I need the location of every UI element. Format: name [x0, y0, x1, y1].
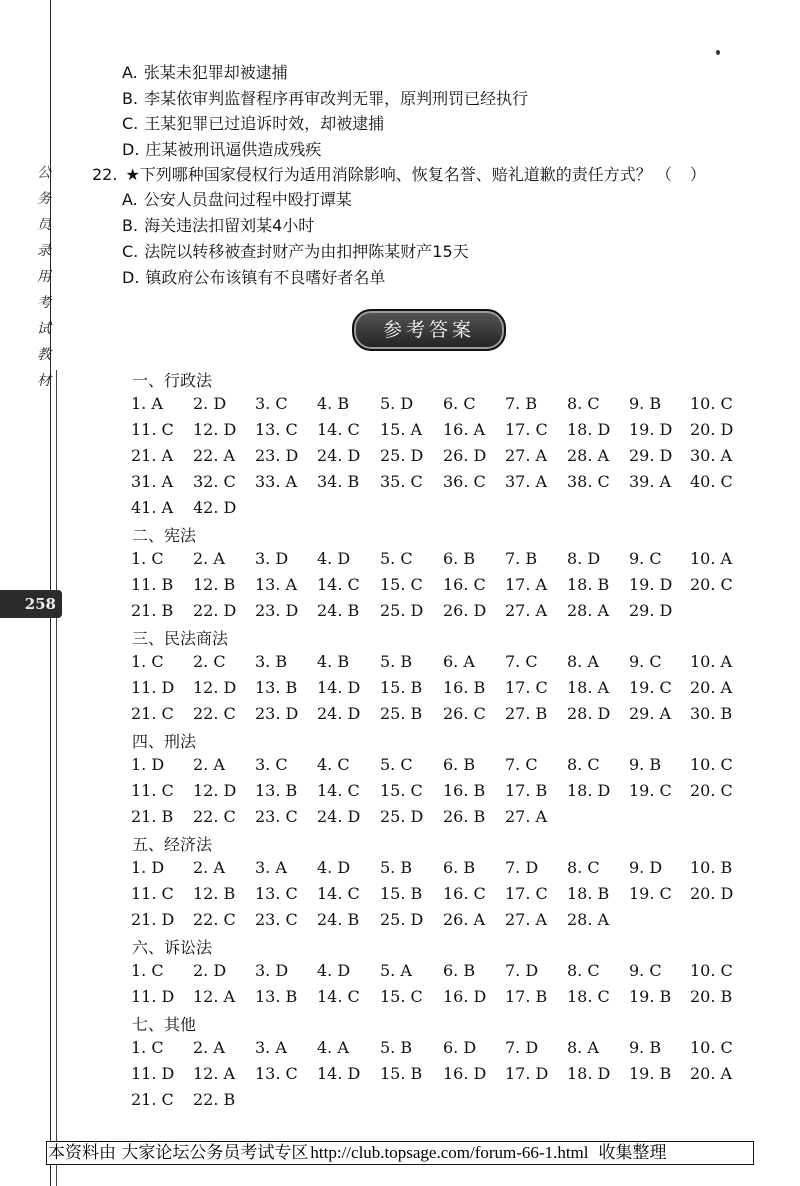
answer-item: 1. D: [131, 755, 165, 774]
answer-item: 42. D: [193, 498, 237, 517]
option-text: 镇政府公布该镇有不良嗜好者名单: [145, 268, 386, 287]
answer-item: 9. C: [629, 652, 662, 671]
answer-item: 28. A: [567, 910, 610, 929]
answer-item: 26. B: [443, 807, 486, 826]
answer-item: 13. A: [255, 575, 298, 594]
answer-item: 13. C: [255, 420, 298, 439]
answer-item: 20. D: [690, 420, 734, 439]
answer-item: 33. A: [255, 472, 298, 491]
option-letter: B.: [122, 89, 139, 108]
answer-item: 2. D: [193, 961, 227, 980]
answer-item: 28. A: [567, 601, 610, 620]
answer-item: 7. D: [505, 961, 539, 980]
answer-row: [131, 575, 751, 597]
answer-row: [131, 601, 751, 623]
footer: [48, 1141, 667, 1165]
option-letter: D.: [122, 268, 140, 287]
answer-item: 35. C: [380, 472, 423, 491]
answer-item: 23. D: [255, 446, 299, 465]
answer-item: 10. B: [690, 858, 733, 877]
answer-item: 18. B: [567, 575, 610, 594]
answer-item: 25. D: [380, 446, 424, 465]
answer-item: 5. B: [380, 652, 413, 671]
answer-item: 12. D: [193, 678, 237, 697]
answer-item: 14. C: [317, 781, 360, 800]
answer-item: 36. C: [443, 472, 486, 491]
answer-row: [131, 781, 751, 803]
answer-item: 9. B: [629, 1038, 662, 1057]
answer-item: 13. B: [255, 678, 298, 697]
answer-item: 32. C: [193, 472, 236, 491]
answer-item: 18. D: [567, 420, 611, 439]
answer-item: 1. A: [131, 394, 163, 413]
answer-item: 17. B: [505, 781, 548, 800]
section-title: 六、诉讼法: [132, 938, 213, 957]
answer-row: [131, 987, 751, 1009]
answer-item: 3. D: [255, 961, 289, 980]
section-title: 三、民法商法: [132, 629, 229, 648]
option-item: [122, 60, 288, 83]
answer-item: 7. C: [505, 652, 538, 671]
answer-row: [131, 884, 751, 906]
option-item: [122, 111, 384, 134]
answer-row: [131, 394, 751, 416]
answer-item: 16. B: [443, 781, 486, 800]
answer-item: 24. D: [317, 807, 361, 826]
answer-item: 16. B: [443, 678, 486, 697]
answer-row: [131, 807, 751, 829]
answer-item: 26. D: [443, 446, 487, 465]
answer-item: 11. C: [131, 884, 174, 903]
answer-item: 21. C: [131, 1090, 174, 1109]
answer-item: 20. B: [690, 987, 733, 1006]
answer-row: [131, 420, 751, 442]
answer-item: 2. A: [193, 549, 225, 568]
answer-item: 34. B: [317, 472, 360, 491]
answer-item: 28. A: [567, 446, 610, 465]
answer-item: 12. A: [193, 1064, 236, 1083]
answer-item: 23. C: [255, 807, 298, 826]
answer-item: 5. B: [380, 1038, 413, 1057]
answer-item: 5. C: [380, 755, 413, 774]
section-title: 七、其他: [132, 1015, 197, 1034]
answer-item: 19. C: [629, 781, 672, 800]
answer-item: 2. A: [193, 755, 225, 774]
answer-item: 17. B: [505, 987, 548, 1006]
answer-item: 21. B: [131, 807, 174, 826]
side-label-char: 员: [37, 217, 51, 233]
answer-item: 10. C: [690, 1038, 733, 1057]
answers-heading: 参考答案: [352, 309, 506, 351]
answer-item: 26. D: [443, 601, 487, 620]
footer-link[interactable]: http://club.topsage.com/forum-66-1.html: [310, 1143, 589, 1162]
answer-item: 1. C: [131, 961, 164, 980]
side-label-char: 材: [37, 373, 51, 389]
answer-item: 1. D: [131, 858, 165, 877]
side-label-char: 试: [37, 321, 51, 337]
answer-item: 27. A: [505, 446, 548, 465]
answer-item: 3. B: [255, 652, 288, 671]
answer-item: 15. B: [380, 1064, 423, 1083]
option-text: 王某犯罪已过追诉时效，却被逮捕: [144, 114, 385, 133]
answer-item: 8. C: [567, 755, 600, 774]
answer-item: 1. C: [131, 549, 164, 568]
answer-item: 8. C: [567, 961, 600, 980]
answer-item: 16. C: [443, 884, 486, 903]
answer-item: 4. A: [317, 1038, 349, 1057]
answer-item: 30. B: [690, 704, 733, 723]
answer-item: 10. C: [690, 394, 733, 413]
option-letter: A.: [122, 63, 138, 82]
answer-item: 10. C: [690, 755, 733, 774]
answer-item: 23. C: [255, 910, 298, 929]
side-label-char: 用: [37, 269, 51, 285]
footer-suffix: 收集整理: [598, 1143, 667, 1163]
answer-item: 8. A: [567, 652, 599, 671]
answer-item: 31. A: [131, 472, 174, 491]
option-letter: D.: [122, 140, 140, 159]
answer-item: 14. D: [317, 678, 361, 697]
answer-item: 28. D: [567, 704, 611, 723]
answer-item: 19. D: [629, 420, 673, 439]
answer-item: 22. B: [193, 1090, 236, 1109]
answer-item: 29. D: [629, 601, 673, 620]
answer-row: [131, 704, 751, 726]
question-22: [92, 162, 724, 185]
answer-item: 17. C: [505, 884, 548, 903]
answer-item: 21. C: [131, 704, 174, 723]
answer-item: 27. A: [505, 910, 548, 929]
answer-item: 10. C: [690, 961, 733, 980]
answer-item: 15. A: [380, 420, 423, 439]
answer-item: 22. A: [193, 446, 236, 465]
answer-item: 1. C: [131, 652, 164, 671]
answer-item: 8. D: [567, 549, 601, 568]
answer-item: 20. A: [690, 1064, 733, 1083]
side-label-char: 录: [37, 243, 51, 259]
answer-row: [131, 446, 751, 468]
answer-item: 10. A: [690, 652, 733, 671]
option-text: 李某依审判监督程序再审改判无罪，原判刑罚已经执行: [144, 89, 529, 108]
option-item: [122, 213, 314, 236]
option-text: 海关违法扣留刘某4小时: [144, 216, 315, 235]
answer-item: 13. B: [255, 781, 298, 800]
answer-item: 18. C: [567, 987, 610, 1006]
answer-item: 14. C: [317, 575, 360, 594]
option-item: [122, 137, 321, 160]
answer-item: 27. A: [505, 601, 548, 620]
answer-item: 19. B: [629, 987, 672, 1006]
answer-item: 29. D: [629, 446, 673, 465]
option-letter: B.: [122, 216, 139, 235]
answer-item: 17. C: [505, 678, 548, 697]
star-icon: ★: [125, 165, 140, 184]
answer-item: 5. A: [380, 961, 412, 980]
option-item: [122, 239, 469, 262]
answer-row: [131, 1064, 751, 1086]
answer-item: 17. C: [505, 420, 548, 439]
answer-item: 6. C: [443, 394, 476, 413]
answer-item: 12. D: [193, 781, 237, 800]
answer-item: 4. D: [317, 858, 351, 877]
answer-item: 5. B: [380, 858, 413, 877]
answer-item: 6. A: [443, 652, 475, 671]
answer-row: [131, 472, 751, 494]
answer-item: 41. A: [131, 498, 174, 517]
option-text: 庄某被刑讯逼供造成残疾: [145, 140, 322, 159]
answer-item: 29. A: [629, 704, 672, 723]
option-item: [122, 187, 352, 210]
option-text: 公安人员盘问过程中殴打谭某: [143, 190, 352, 209]
answer-item: 3. C: [255, 755, 288, 774]
answer-item: 15. C: [380, 575, 423, 594]
answer-item: 21. D: [131, 910, 175, 929]
answer-item: 20. A: [690, 678, 733, 697]
answer-item: 14. C: [317, 987, 360, 1006]
answer-item: 23. D: [255, 704, 299, 723]
answer-item: 9. C: [629, 549, 662, 568]
speck: [716, 50, 720, 55]
option-item: [122, 265, 385, 288]
answer-item: 15. B: [380, 678, 423, 697]
answer-item: 21. A: [131, 446, 174, 465]
answer-item: 25. D: [380, 910, 424, 929]
answer-item: 3. D: [255, 549, 289, 568]
answer-item: 16. D: [443, 987, 487, 1006]
answer-item: 23. D: [255, 601, 299, 620]
answer-item: 15. B: [380, 884, 423, 903]
answer-item: 3. A: [255, 1038, 287, 1057]
answer-item: 11. C: [131, 420, 174, 439]
answer-item: 20. D: [690, 884, 734, 903]
side-label-char: 考: [37, 295, 51, 311]
answer-item: 16. C: [443, 575, 486, 594]
option-text: 法院以转移被查封财产为由扣押陈某财产15天: [144, 242, 469, 261]
answer-item: 4. C: [317, 755, 350, 774]
answer-item: 2. A: [193, 1038, 225, 1057]
answer-item: 13. C: [255, 1064, 298, 1083]
answer-item: 25. D: [380, 807, 424, 826]
answer-item: 5. D: [380, 394, 414, 413]
answer-item: 8. A: [567, 1038, 599, 1057]
answer-item: 27. A: [505, 807, 548, 826]
answer-row: [131, 652, 751, 674]
answer-row: [131, 549, 751, 571]
answer-item: 9. D: [629, 858, 663, 877]
answer-row: [131, 1038, 751, 1060]
answer-item: 3. A: [255, 858, 287, 877]
answer-item: 12. B: [193, 575, 236, 594]
answer-item: 24. D: [317, 446, 361, 465]
section-title: 四、刑法: [132, 732, 197, 751]
answer-item: 9. B: [629, 755, 662, 774]
answer-item: 26. A: [443, 910, 486, 929]
answer-item: 7. B: [505, 394, 538, 413]
answer-item: 9. C: [629, 961, 662, 980]
section-title: 五、经济法: [132, 835, 213, 854]
answer-item: 24. D: [317, 704, 361, 723]
answer-item: 6. D: [443, 1038, 477, 1057]
answer-row: [131, 678, 751, 700]
question-number: 22.: [92, 165, 118, 184]
answer-item: 7. C: [505, 755, 538, 774]
answer-item: 4. B: [317, 394, 350, 413]
answer-item: 13. C: [255, 884, 298, 903]
answer-item: 18. D: [567, 1064, 611, 1083]
answer-item: 7. D: [505, 858, 539, 877]
option-letter: C.: [122, 114, 139, 133]
answer-item: 19. C: [629, 884, 672, 903]
answer-item: 37. A: [505, 472, 548, 491]
option-text: 张某未犯罪却被逮捕: [143, 63, 288, 82]
answer-item: 17. A: [505, 575, 548, 594]
answer-item: 6. B: [443, 858, 476, 877]
side-label-char: 务: [37, 191, 51, 207]
answer-item: 6. B: [443, 755, 476, 774]
answer-row: [131, 961, 751, 983]
answer-item: 10. A: [690, 549, 733, 568]
answer-item: 22. D: [193, 601, 237, 620]
side-label-char: 公: [37, 165, 51, 181]
answer-item: 11. D: [131, 678, 175, 697]
answer-row: [131, 910, 751, 932]
answer-item: 14. C: [317, 420, 360, 439]
answer-item: 4. D: [317, 549, 351, 568]
page-number: 258: [0, 590, 62, 618]
answer-item: 6. B: [443, 961, 476, 980]
answer-item: 19. C: [629, 678, 672, 697]
side-label-char: 教: [37, 347, 51, 363]
answer-item: 25. B: [380, 704, 423, 723]
answer-item: 30. A: [690, 446, 733, 465]
answer-item: 7. D: [505, 1038, 539, 1057]
answer-row: [131, 858, 751, 880]
answer-item: 20. C: [690, 781, 733, 800]
answer-item: 24. B: [317, 910, 360, 929]
answer-item: 17. D: [505, 1064, 549, 1083]
answer-item: 26. C: [443, 704, 486, 723]
answer-item: 39. A: [629, 472, 672, 491]
answer-item: 18. A: [567, 678, 610, 697]
section-title: 二、宪法: [132, 526, 197, 545]
answer-item: 12. D: [193, 420, 237, 439]
margin-line-inner: [56, 370, 57, 1186]
answer-item: 22. C: [193, 704, 236, 723]
answer-item: 25. D: [380, 601, 424, 620]
answer-row: [131, 498, 751, 520]
answer-item: 1. C: [131, 1038, 164, 1057]
side-label: [34, 160, 54, 394]
answer-item: 4. B: [317, 652, 350, 671]
answer-item: 14. D: [317, 1064, 361, 1083]
answer-item: 11. B: [131, 575, 174, 594]
answer-item: 13. B: [255, 987, 298, 1006]
answer-item: 11. C: [131, 781, 174, 800]
answer-item: 15. C: [380, 987, 423, 1006]
answer-row: [131, 1090, 751, 1112]
answer-item: 16. D: [443, 1064, 487, 1083]
answer-item: 11. D: [131, 987, 175, 1006]
answer-item: 18. D: [567, 781, 611, 800]
option-letter: C.: [122, 242, 139, 261]
answer-item: 24. B: [317, 601, 360, 620]
answer-item: 2. A: [193, 858, 225, 877]
option-letter: A.: [122, 190, 138, 209]
section-title: 一、行政法: [132, 371, 213, 390]
answer-item: 3. C: [255, 394, 288, 413]
answer-item: 12. B: [193, 884, 236, 903]
answer-item: 7. B: [505, 549, 538, 568]
answer-item: 14. C: [317, 884, 360, 903]
answer-item: 4. D: [317, 961, 351, 980]
answer-item: 11. D: [131, 1064, 175, 1083]
answer-item: 18. B: [567, 884, 610, 903]
answer-item: 5. C: [380, 549, 413, 568]
answer-item: 2. D: [193, 394, 227, 413]
answer-blank: （）: [655, 165, 724, 184]
answer-item: 19. B: [629, 1064, 672, 1083]
answer-item: 27. B: [505, 704, 548, 723]
footer-prefix: 本资料由 大家论坛公务员考试专区: [48, 1143, 309, 1163]
answer-item: 38. C: [567, 472, 610, 491]
answer-item: 19. D: [629, 575, 673, 594]
answer-item: 15. C: [380, 781, 423, 800]
answer-item: 40. C: [690, 472, 733, 491]
answer-item: 21. B: [131, 601, 174, 620]
answer-item: 20. C: [690, 575, 733, 594]
answer-item: 8. C: [567, 858, 600, 877]
answer-item: 9. B: [629, 394, 662, 413]
answer-item: 12. A: [193, 987, 236, 1006]
question-text: 下列哪种国家侵权行为适用消除影响、恢复名誉、赔礼道歉的责任方式？: [139, 165, 652, 184]
answer-row: [131, 755, 751, 777]
answer-item: 8. C: [567, 394, 600, 413]
option-item: [122, 86, 528, 109]
answer-item: 22. C: [193, 807, 236, 826]
answer-item: 6. B: [443, 549, 476, 568]
answer-item: 22. C: [193, 910, 236, 929]
answer-item: 2. C: [193, 652, 226, 671]
answer-item: 16. A: [443, 420, 486, 439]
